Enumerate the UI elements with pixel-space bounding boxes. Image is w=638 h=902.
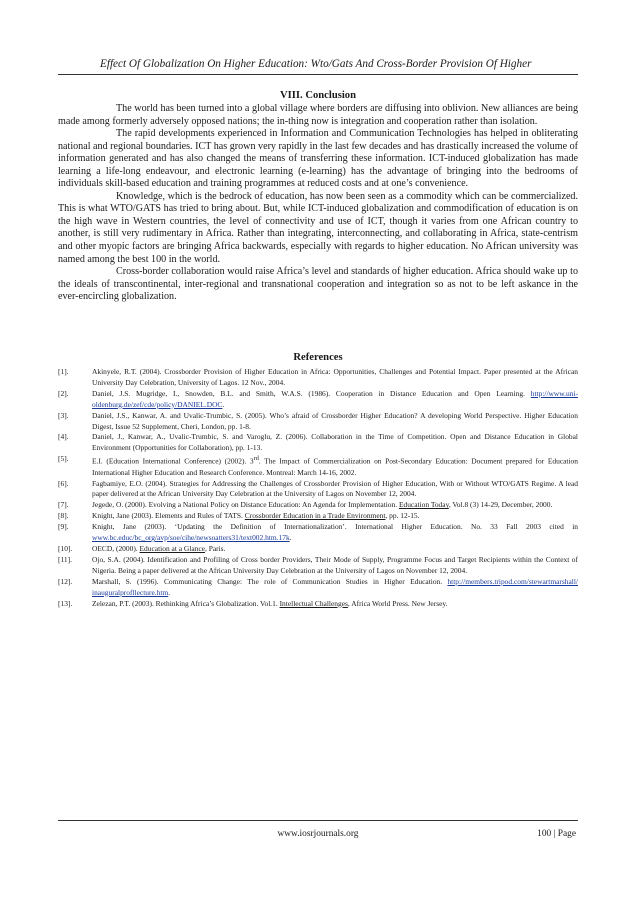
reference-item <box>58 411 578 433</box>
reference-item <box>58 544 578 555</box>
header-rule <box>58 74 578 75</box>
paragraph: Knowledge, which is the bedrock of education, has now been seen as a commodity which can be commercialized. This is what WTO/GATS has tried to bring about. But, while ICT-induced globalization and commodification of education is on the high wave in Western countries, the level of connectivity and use of ICT, though it varies from one African country to another, is still very rudimentary in Africa. Rather than integrating, interconnecting, and collaborating in Africa, state-centrism and other myopic factors are bringing Africa backwards, especially with regards to higher education. No African university was named among the best 100 in the world. <box>58 190 578 265</box>
reference-text: Jegede, O. (2000). Evolving a National Policy on Distance Education: An Agenda for Implementation. Education Today, Vol.8 (3) 14-29, December, 2000. <box>92 500 553 510</box>
reference-text: Knight, Jane (2003). ‘Updating the Definition of Internationalization’. International Higher Education. No. 33 Fall 2003 cited in www.bc.educ/bc_org/avp/soe/cihe/newsoatters31/text002.htm.17k. <box>92 522 578 543</box>
references-title: References <box>293 352 343 363</box>
running-header: Effect Of Globalization On Higher Education: Wto/Gats And Cross-Border Provision Of Higher <box>100 58 532 70</box>
reference-item <box>58 599 578 610</box>
reference-text: Marshall, S. (1996). Communicating Change: The role of Communication Studies in Higher Education. http://members.tripod.com/stewartmarshall/ inauguralprofllecture.htm. <box>92 576 578 597</box>
reference-item <box>58 500 578 511</box>
reference-number: [3]. <box>58 410 69 420</box>
paragraph: Cross-border collaboration would raise Africa’s level and standards of higher education. Africa should wake up to the ideals of transcontinental, inter-regional and transnational cooperation and integration so as not to be left askance in the ever-encircling globalization. <box>58 266 578 303</box>
paragraph: The rapid developments experienced in Information and Communication Technologies has helped in obliterating national and regional boundaries. ICT has grown very rapidly in the last few decades and has drastically increased the volume of information generated and has also changed the means of transferring these information. ICT-induced globalization has made learning a life-long endeavour, and electronic learning (e-learning) has the advantage of bringing into the bedrooms of individuals skill-based education and training programmes at reduced costs and at one’s convenience. <box>58 128 578 190</box>
footer-website: www.iosrjournals.org <box>277 829 359 839</box>
reference-item <box>58 432 578 454</box>
reference-item <box>58 479 578 501</box>
reference-text: Zelezan, P.T. (2003). Rethinking Africa’s Globalization. Vol.1. Intellectual Challenges, Africa World Press. New Jersey. <box>92 598 448 608</box>
reference-number: [2]. <box>58 388 69 398</box>
reference-number: [13]. <box>58 598 73 608</box>
footer-rule <box>58 820 578 821</box>
reference-number: [10]. <box>58 543 73 553</box>
reference-item <box>58 577 578 599</box>
reference-number: [12]. <box>58 576 73 586</box>
reference-number: [4]. <box>58 432 69 442</box>
conclusion-body <box>58 103 578 304</box>
reference-number: [7]. <box>58 500 69 510</box>
page-number: 100 | Page <box>537 829 576 839</box>
reference-text: Daniel, J.S. Mugridge, I., Snowden, B.L. and Smith, W.A.S. (1986). Cooperation in Distance Education and Open Learning. http://www.uni-oldenburg.de/zef/cde/policy/DANIEL.DOC. <box>92 388 578 409</box>
reference-number: [5]. <box>58 454 69 464</box>
reference-link[interactable]: http://www.uni-oldenburg.de/zef/cde/policy/DANIEL.DOC <box>92 388 578 409</box>
reference-link[interactable]: http://members.tripod.com/stewartmarshall/ inauguralprofllecture.htm <box>92 576 578 597</box>
reference-text: Knight, Jane (2003). Elements and Rules of TATS. Crossborder Education in a Trade Environment, pp. 12-15. <box>92 511 420 521</box>
reference-text: Fagbamiye, E.O. (2004). Strategies for Addressing the Challenges of Crossborder Provision of Higher Education, With or Without WTO/GATS Regime. A lead paper delivered at the African University Day Celebration at the University of Lagos on November 12, 2004. <box>92 478 578 499</box>
reference-number: [1]. <box>58 367 69 376</box>
journal-title: Education Today <box>398 500 449 510</box>
reference-item <box>58 454 578 478</box>
reference-item <box>58 555 578 577</box>
reference-list <box>58 367 578 609</box>
reference-link[interactable]: www.bc.educ/bc_org/avp/soe/cihe/newsoatters31/text002.htm.17k <box>92 533 290 543</box>
publication-title: Crossborder Education in a Trade Environment <box>244 511 386 521</box>
reference-number: [6]. <box>58 478 69 488</box>
reference-text: Daniel, J.S., Kanwar, A. and Uvalic-Trumbic, S. (2005). Who’s afraid of Crossborder Higher Education? A developing World Perspective. Higher Education Digest, Issue 52 Supplement, Cheri, London, pp. 1-8. <box>92 410 578 431</box>
paragraph: The world has been turned into a global village where borders are diffusing into oblivion. New alliances are being made among formerly adversely opposed nations; the in-thing now is integration and cooperation rather than isolation. <box>58 103 578 127</box>
reference-text: Akinyele, R.T. (2004). Crossborder Provision of Higher Education in Africa: Opportunities, Challenges and Potential Impact. Paper presented at the African University Day Celebration, University of Lagos. 12 Nov., 2004. <box>92 367 578 387</box>
reference-number: [9]. <box>58 522 69 532</box>
reference-number: [11]. <box>58 554 72 564</box>
publication-title: Education at a Glance <box>139 543 205 553</box>
reference-text: Daniel, J., Kanwar, A., Uvalic-Trumbic, S. and Varoglu, Z. (2006). Collaboration in the Time of Competition. Open and Distance Education in Global Environment (Opportunities for Collaboration), pp. 1-13. <box>92 432 578 453</box>
reference-text: OECD, (2000). Education at a Glance, Paris. <box>92 543 226 553</box>
reference-item <box>58 511 578 522</box>
reference-text: E.I. (Education International Conference) (2002). 3rd. The Impact of Commercialization on Post-Secondary Education: Document prepared for Education International Higher Education and Research Conference. Montreal: March 14-16, 2002. <box>92 455 578 477</box>
reference-item <box>58 367 578 389</box>
reference-number: [8]. <box>58 511 69 521</box>
section-title: VIII. Conclusion <box>280 90 356 101</box>
reference-text: Ojo, S.A. (2004). Identification and Profiling of Cross border Providers, Their Mode of Supply, Programme Focus and Target Recipients within the Context of Nigeria. Being a paper delivered at the African University Day Celebration at the University of Lagos on November 12, 2004. <box>92 554 578 575</box>
reference-item <box>58 389 578 411</box>
reference-item <box>58 522 578 544</box>
publication-title: Intellectual Challenges <box>279 598 348 608</box>
